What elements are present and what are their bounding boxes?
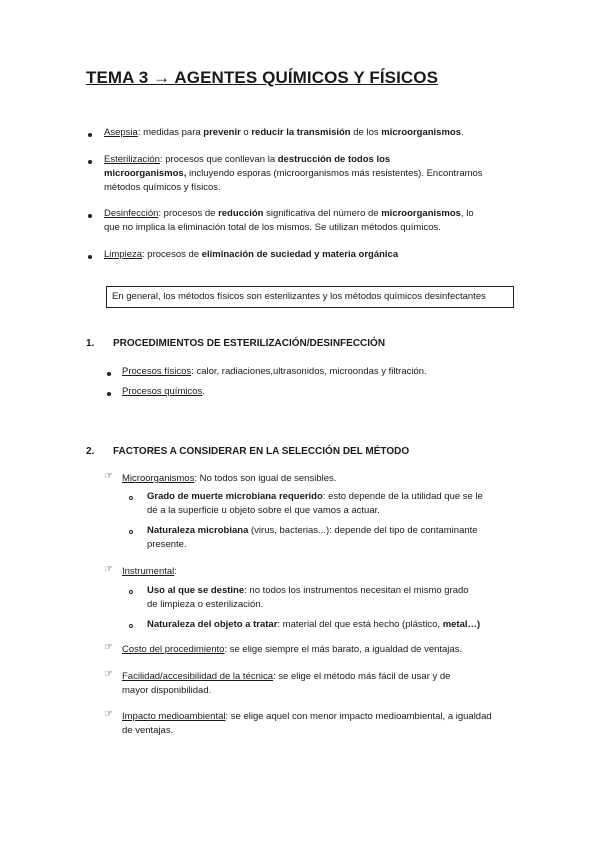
sub-item: Naturaleza del objeto a tratar: material del que está hecho (plástico, metal…) (147, 619, 481, 630)
sub-item: Uso al que se destine: no todos los instrumentos necesitan el mismo grado de limpieza o esterilización. (147, 585, 469, 610)
bullet-icon (107, 372, 111, 376)
list-item: Procesos físicos: calor, radiaciones,ultrasonidos, microondas y filtración. (122, 366, 427, 377)
bullet-icon (88, 133, 92, 137)
definition-esterilizacion: Esterilización: procesos que conllevan la destrucción de todos los microorganismos, incluyendo esporas (microorganismos más resistentes). Encontramos métodos químicos y físicos. (104, 154, 483, 193)
pointing-hand-icon: ☞ (104, 564, 113, 575)
pointing-hand-icon: ☞ (104, 471, 113, 482)
bullet-icon (107, 392, 111, 396)
page-title: TEMA 3 → AGENTES QUÍMICOS Y FÍSICOS (86, 68, 439, 87)
list-item: Costo del procedimiento: se elige siempre el más barato, a igualdad de ventajas. (122, 644, 463, 655)
bullet-icon (88, 255, 92, 259)
definition-desinfeccion: Desinfección: procesos de reducción significativa del número de microorganismos, lo que no implica la eliminación total de los mismos. Se utilizan métodos químicos. (104, 208, 474, 233)
list-item: Instrumental: (122, 566, 177, 577)
bullet-icon (88, 160, 92, 164)
sub-item: Naturaleza microbiana (virus, bacterias...): depende del tipo de contaminante presente. (147, 525, 478, 550)
bullet-icon (88, 214, 92, 218)
term-label: Asepsia (104, 127, 138, 138)
pointing-hand-icon: ☞ (104, 669, 113, 680)
circle-bullet-icon (129, 624, 133, 628)
list-item: Impacto medioambiental: se elige aquel con menor impacto medioambiental, a igualdad de ventajas. (122, 711, 492, 736)
sub-item: Grado de muerte microbiana requerido: esto depende de la utilidad que se le dé a la superficie u objeto sobre el que vamos a actuar. (147, 491, 483, 516)
list-item: Facilidad/accesibilidad de la técnica: se elige el método más fácil de usar y de mayor disponibilidad. (122, 671, 451, 696)
definition-asepsia: Asepsia: medidas para prevenir o reducir la transmisión de los microorganismos. (104, 127, 464, 138)
pointing-hand-icon: ☞ (104, 642, 113, 653)
list-item: Procesos químicos. (122, 386, 205, 397)
list-item: Microorganismos: No todos son igual de sensibles. (122, 473, 337, 484)
circle-bullet-icon (129, 496, 133, 500)
circle-bullet-icon (129, 530, 133, 534)
definition-limpieza: Limpieza: procesos de eliminación de suciedad y materia orgánica (104, 249, 399, 260)
pointing-hand-icon: ☞ (104, 709, 113, 720)
circle-bullet-icon (129, 590, 133, 594)
note-box: En general, los métodos físicos son esterilizantes y los métodos químicos desinfectantes (106, 286, 514, 308)
